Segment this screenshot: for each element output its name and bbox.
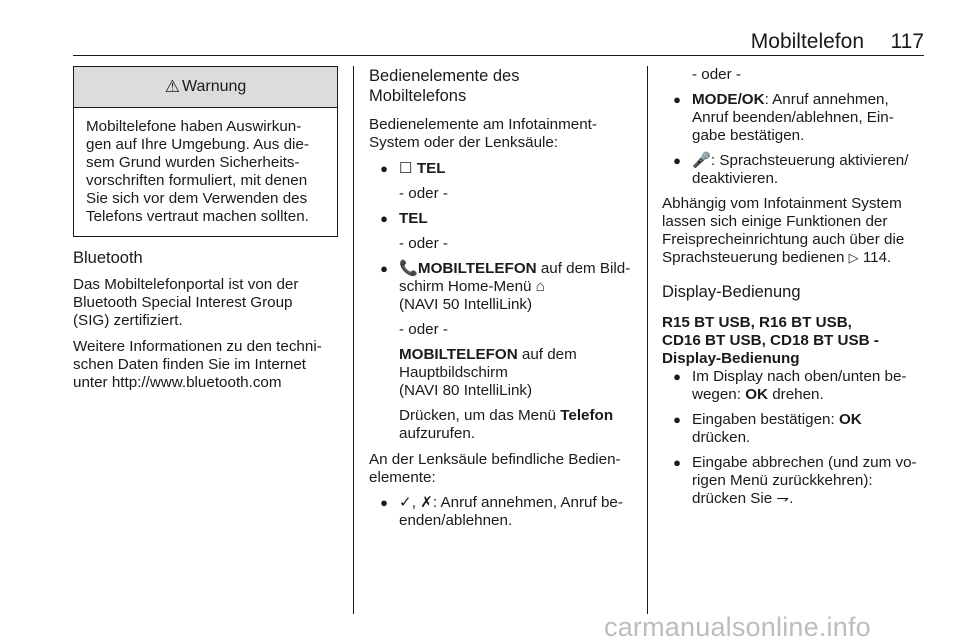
phone-icon: 📞 (399, 260, 418, 277)
tel-label: TEL (399, 210, 428, 227)
list-item (662, 152, 924, 188)
oder-text: - oder - (399, 321, 448, 338)
druecken-text (369, 407, 634, 443)
tel-icon: ☐ (399, 160, 413, 177)
bullet: ● (673, 92, 681, 107)
call-reject-icon: ✗ (420, 494, 433, 511)
heading-bluetooth: Bluetooth (73, 249, 143, 267)
header-title: Mobiltelefon (750, 30, 864, 53)
warning-text: Mobiltelefone haben Auswirkun- gen auf Ihre Umgebung. Aus die- sem Grund wurden Sicherheits- vorschriften formuliert, mit denen Sie sich vor dem Verwenden des Telefons vertraut machen sollten. (86, 118, 309, 225)
b3-post: . (789, 490, 794, 507)
steering-intro: An der Lenksäule befindliche Bedien- elemente: (369, 451, 621, 486)
navi50-text: (NAVI 50 IntelliLink) (399, 296, 533, 313)
warning-icon: ⚠ (164, 77, 180, 96)
bullet: ● (673, 455, 681, 470)
back-icon: ⇁ (776, 490, 790, 507)
bullet: ● (380, 495, 388, 510)
b1-post: drehen. (767, 386, 824, 403)
list-item (369, 260, 634, 296)
druecken-pre: Drücken, um das Menü (399, 407, 561, 424)
list-item (662, 411, 924, 447)
column-3 (662, 66, 924, 508)
bullet: ● (673, 153, 681, 168)
mode-ok-label: MODE/OK (692, 91, 765, 108)
oder-text: - oder - (399, 185, 448, 202)
b1-pre: Im Display nach oben/unten be- wegen: (692, 368, 907, 403)
druecken-post: aufzurufen. (399, 425, 475, 442)
bullet: ● (673, 369, 681, 384)
page-ref: 114. (858, 249, 892, 266)
column-divider-1 (353, 66, 354, 614)
call-accept-icon: ✓ (399, 494, 412, 511)
mobiltelefon-text: auf dem Bild- schirm Home-Menü (399, 260, 631, 295)
mobiltelefon-main-text (369, 346, 634, 382)
page-header (735, 30, 924, 54)
b2-post: drücken. (692, 429, 751, 446)
list-item (662, 454, 924, 508)
warning-box (73, 66, 338, 237)
column-1 (73, 66, 338, 392)
telefon-menu-label: Telefon (560, 407, 614, 424)
list-item (369, 160, 634, 178)
b3-pre: Eingabe abbrechen (und zum vo- rigen Menü zurückkehren): drücken Sie (692, 454, 917, 507)
warning-header (74, 67, 337, 108)
mode-ok-text: : Anruf annehmen, Anruf beenden/ablehnen, Ein- gabe bestätigen. (692, 91, 894, 144)
display-subheading: R15 BT USB, R16 BT USB, CD16 BT USB, CD18 BT USB - Display-Bedienung (662, 314, 879, 367)
ok-label: OK (745, 386, 768, 403)
bullet: ● (380, 211, 388, 226)
main-screen-text: auf dem Hauptbildschirm (399, 346, 577, 381)
warning-title: Warnung (181, 78, 247, 95)
mobiltelefon-label: MOBILTELEFON (417, 260, 537, 277)
list-item (662, 91, 924, 145)
tel-label: TEL (416, 160, 446, 177)
oder-text: - oder - (692, 66, 741, 83)
voice-icon: 🎤 (692, 152, 711, 169)
controls-intro: Bedienelemente am Infotainment- System oder der Lenksäule: (369, 116, 597, 151)
voice-paragraph-text: Abhängig vom Infotainment System lassen sich einige Funktionen der Freisprecheinrichtung auch über die Sprachsteuerung bedienen (662, 195, 905, 266)
ok-label: OK (838, 411, 862, 428)
voice-text: : Sprachsteuerung aktivieren/ deaktivieren. (692, 152, 909, 187)
heading-display: Display-Bedienung (662, 283, 801, 301)
header-rule (73, 55, 924, 56)
bullet: ● (380, 261, 388, 276)
mobiltelefon-label: MOBILTELEFON (399, 346, 518, 363)
list-item (369, 210, 634, 228)
watermark: carmanualsonline.info (604, 612, 871, 642)
page-ref-icon: ▷ (848, 250, 859, 265)
bullet: ● (380, 161, 388, 176)
list-item: ● ✓, ✗: Anruf annehmen, Anruf be- enden/ablehnen. (369, 494, 634, 530)
column-2 (369, 66, 634, 530)
b2-pre: Eingaben bestätigen: (692, 411, 839, 428)
list-item (662, 368, 924, 404)
column-divider-2 (647, 66, 648, 614)
bluetooth-paragraph-1: Das Mobiltelefonportal ist von der Bluetooth Special Interest Group (SIG) zertifiziert. (73, 276, 299, 329)
navi80-text: (NAVI 80 IntelliLink) (399, 382, 533, 399)
page-number: 117 (890, 30, 924, 53)
oder-text: - oder - (399, 235, 448, 252)
bluetooth-paragraph-2: Weitere Informationen zu den techni- schen Daten finden Sie im Internet unter http://www.bluetooth.com (73, 338, 322, 391)
call-text: : Anruf annehmen, Anruf be- enden/ablehnen. (399, 494, 623, 529)
heading-controls: Bedienelemente des Mobiltelefons (369, 67, 520, 105)
voice-paragraph (662, 195, 924, 267)
home-icon: ⌂ (535, 278, 545, 295)
bullet: ● (673, 412, 681, 427)
